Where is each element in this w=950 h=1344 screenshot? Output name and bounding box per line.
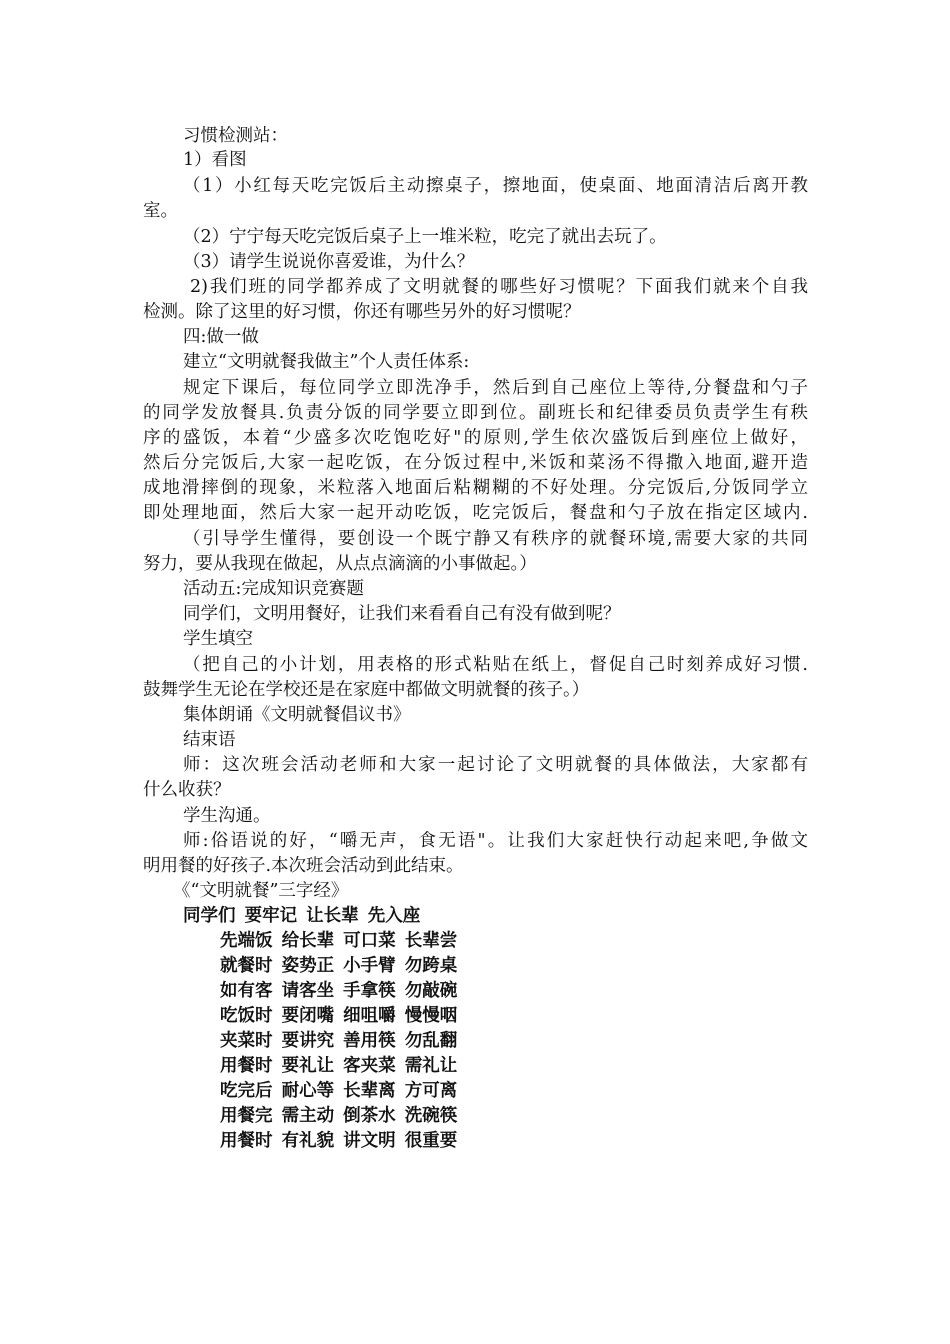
- poem-verse: 吃完后 耐心等 长辈离 方可离: [220, 1081, 458, 1101]
- text-line: （1）小红每天吃完饭后主动擦桌子，擦地面，使桌面、地面清洁后离开教: [183, 176, 808, 196]
- poem-verse: 先端饭 给长辈 可口菜 长辈尝: [220, 931, 458, 951]
- text-line: （把自己的小计划，用表格的形式粘贴在纸上，督促自己时刻养成好习惯.: [183, 655, 808, 675]
- text-line: 明用餐的好孩子.本次班会活动到此结束。: [143, 856, 464, 876]
- text-line: 什么收获？: [143, 780, 231, 800]
- poem-verse: 吃饭时 要闭嘴 细咀嚼 慢慢咽: [220, 1006, 458, 1026]
- text-line: 学生填空: [183, 629, 253, 649]
- text-line: 建立“文明就餐我做主”个人责任体系:: [183, 352, 470, 372]
- section-heading: 结束语: [183, 730, 236, 750]
- text-line: 师：这次班会活动老师和大家一起讨论了文明就餐的具体做法，大家都有: [183, 755, 808, 775]
- text-line: 师:俗语说的好，“嚼无声，食无语"。让我们大家赶快行动起来吧,争做文: [183, 831, 808, 851]
- poem-verse: 用餐时 要礼让 客夹菜 需礼让: [220, 1056, 458, 1076]
- text-line: 的同学发放餐具.负责分饭的同学要立即到位。副班长和纪律委员负责学生有秩: [143, 403, 808, 423]
- text-line: （2）宁宁每天吃完饭后桌子上一堆米粒，吃完了就出去玩了。: [183, 227, 667, 247]
- text-line: 学生沟通。: [183, 806, 271, 826]
- text-line: 序的盛饭，本着“少盛多次吃饱吃好"的原则,学生依次盛饭后到座位上做好，: [143, 428, 808, 448]
- poem-verse: 用餐时 有礼貌 讲文明 很重要: [220, 1131, 458, 1151]
- poem-verse: 用餐完 需主动 倒茶水 洗碗筷: [220, 1106, 458, 1126]
- text-line: 然后分完饭后,大家一起吃饭，在分饭过程中,米饭和菜汤不得撒入地面,避开造: [143, 453, 808, 473]
- text-line: 室。: [143, 201, 178, 221]
- section-heading: 活动五:完成知识竞赛题: [183, 579, 364, 599]
- text-line: 习惯检测站：: [183, 126, 288, 146]
- poem-verse: 同学们 要牢记 让长辈 先入座: [183, 906, 421, 926]
- text-line: （3）请学生说说你喜爱谁，为什么？: [183, 252, 475, 272]
- text-line: 成地滑摔倒的现象，米粒落入地面后粘糊糊的不好处理。分完饭后,分饭同学立: [143, 478, 808, 498]
- text-line: 鼓舞学生无论在学校还是在家庭中都做文明就餐的孩子。）: [143, 680, 590, 700]
- section-heading: 四:做一做: [183, 327, 259, 347]
- text-line: 努力，要从我现在做起，从点点滴滴的小事做起。）: [143, 554, 537, 574]
- poem-verse: 就餐时 姿势正 小手臂 勿跨桌: [220, 956, 458, 976]
- text-line: 即处理地面，然后大家一起开动吃饭，吃完饭后，餐盘和勺子放在指定区域内.: [143, 503, 808, 523]
- poem-title: 《“文明就餐”三字经》: [173, 881, 349, 901]
- text-line: 检测。除了这里的好习惯，你还有哪些另外的好习惯呢？: [143, 302, 581, 322]
- text-line: 同学们，文明用餐好，让我们来看看自己有没有做到呢？: [183, 604, 621, 624]
- text-line: 集体朗诵《文明就餐倡议书》: [183, 705, 411, 725]
- text-line: （引导学生懂得，要创设一个既宁静又有秩序的就餐环境,需要大家的共同: [183, 529, 808, 549]
- text-line: 规定下课后，每位同学立即洗净手，然后到自己座位上等待,分餐盘和勺子: [183, 378, 808, 398]
- poem-verse: 如有客 请客坐 手拿筷 勿敲碗: [220, 981, 458, 1001]
- text-line: 2)我们班的同学都养成了文明就餐的哪些好习惯呢？下面我们就来个自我: [190, 277, 808, 297]
- poem-verse: 夹菜时 要讲究 善用筷 勿乱翻: [220, 1031, 458, 1051]
- text-line: 1）看图: [183, 150, 247, 170]
